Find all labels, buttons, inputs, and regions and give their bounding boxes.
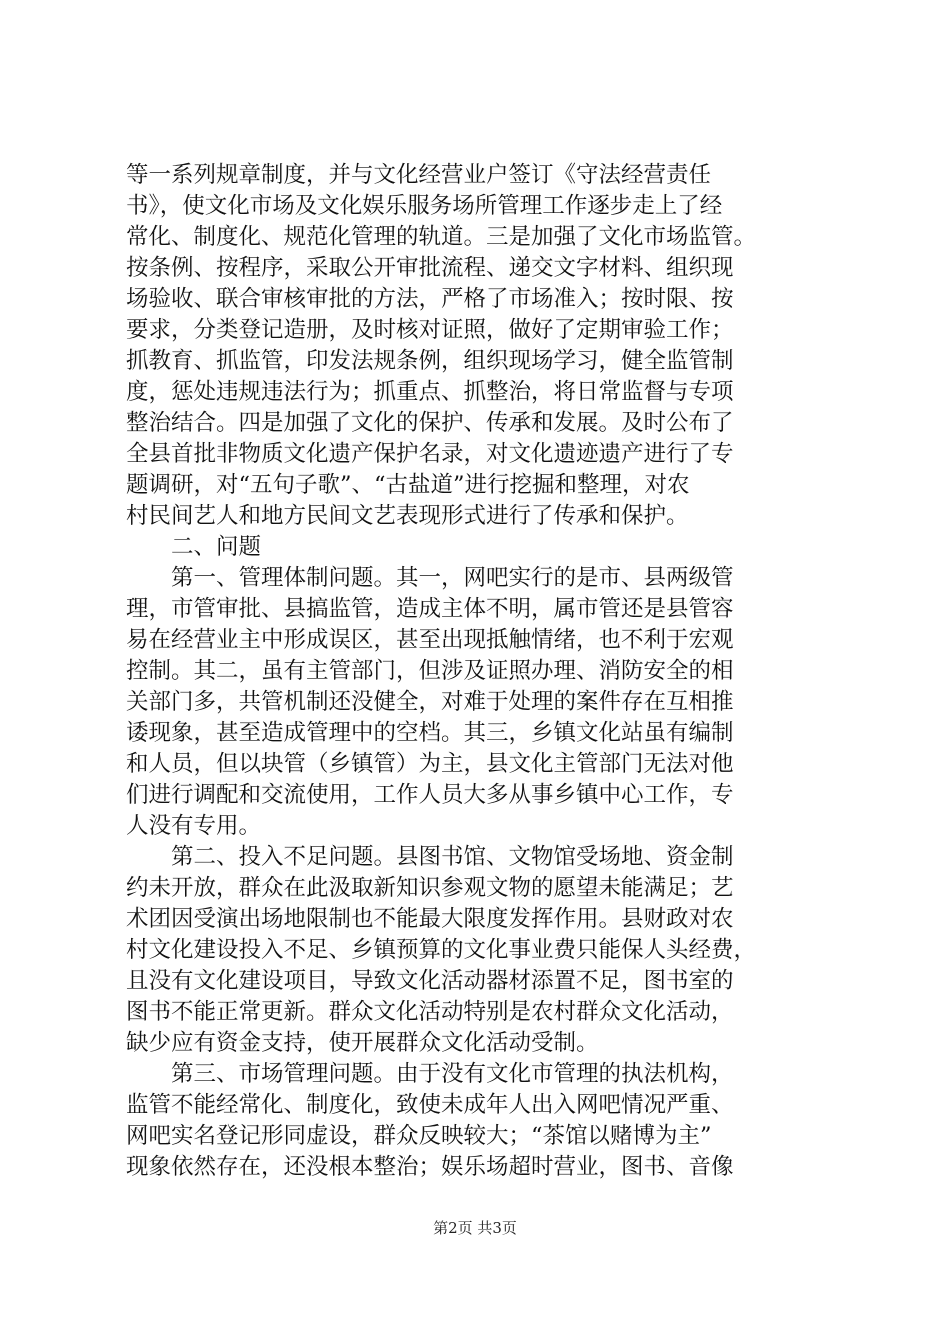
text-line: 术团因受演出场地限制也不能最大限度发挥作用。县财政对农: [126, 906, 734, 932]
text-line: 约未开放，群众在此汲取新知识参观文物的愿望未能满足；艺: [126, 875, 734, 901]
text-line: 图书不能正常更新。群众文化活动特别是农村群众文化活动，: [126, 999, 734, 1025]
page-footer: 第2页 共3页: [433, 1219, 517, 1237]
text-line: 要求，分类登记造册，及时核对证照，做好了定期审验工作；: [126, 317, 734, 343]
text-line: 抓教育、抓监管，印发法规条例，组织现场学习，健全监管制: [126, 348, 734, 374]
text-line: 整治结合。四是加强了文化的保护、传承和发展。及时公布了: [126, 410, 734, 436]
body-text: [126, 160, 832, 1183]
text-line: 缺少应有资金支持，使开展群众文化活动受制。: [126, 1030, 599, 1056]
text-line: 村民间艺人和地方民间文艺表现形式进行了传承和保护。: [126, 503, 689, 529]
text-line: 们进行调配和交流使用，工作人员大多从事乡镇中心工作，专: [126, 782, 734, 808]
text-line: 按条例、按程序，采取公开审批流程、递交文字材料、组织现: [126, 255, 734, 281]
text-line: 理，市管审批、县搞监管，造成主体不明，属市管还是县管容: [126, 596, 734, 622]
text-line: 常化、制度化、规范化管理的轨道。三是加强了文化市场监管。: [126, 224, 757, 250]
text-line: 易在经营业主中形成误区，甚至出现抵触情绪，也不利于宏观: [126, 627, 734, 653]
text-line: 且没有文化建设项目，导致文化活动器材添置不足，图书室的: [126, 968, 734, 994]
text-line: 场验收、联合审核审批的方法，严格了市场准入；按时限、按: [126, 286, 734, 312]
text-line: 网吧实名登记形同虚设，群众反映较大；“茶馆以赌博为主”: [126, 1123, 712, 1149]
text-line: 村文化建设投入不足、乡镇预算的文化事业费只能保人头经费，: [126, 937, 757, 963]
text-line: 书》，使文化市场及文化娱乐服务场所管理工作逐步走上了经: [126, 193, 723, 219]
text-line: 第三、市场管理问题。由于没有文化市管理的执法机构，: [126, 1061, 734, 1087]
text-line: 人没有专用。: [126, 813, 262, 839]
text-line: 全县首批非物质文化遗产保护名录，对文化遗迹遗产进行了专: [126, 441, 734, 467]
text-line: 题调研，对“五句子歌”、“古盐道”进行挖掘和整理，对农: [126, 472, 690, 498]
text-line: 现象依然存在，还没根本整治；娱乐场超时营业，图书、音像: [126, 1154, 734, 1180]
text-line: 和人员，但以块管（乡镇管）为主，县文化主管部门无法对他: [126, 751, 734, 777]
text-line: 第一、管理体制问题。其一，网吧实行的是市、县两级管: [126, 565, 734, 591]
text-line: 度，惩处违规违法行为；抓重点、抓整治，将日常监督与专项: [126, 379, 734, 405]
text-line: 控制。其二，虽有主管部门，但涉及证照办理、消防安全的相: [126, 658, 734, 684]
text-line: 第二、投入不足问题。县图书馆、文物馆受场地、资金制: [126, 844, 734, 870]
text-line: 等一系列规章制度，并与文化经营业户签订《守法经营责任: [126, 162, 712, 188]
text-line: 二、问题: [126, 534, 262, 560]
text-line: 关部门多，共管机制还没健全，对难于处理的案件存在互相推: [126, 689, 734, 715]
text-line: 诿现象，甚至造成管理中的空档。其三，乡镇文化站虽有编制: [126, 720, 734, 746]
text-line: 监管不能经常化、制度化，致使未成年人出入网吧情况严重、: [126, 1092, 734, 1118]
